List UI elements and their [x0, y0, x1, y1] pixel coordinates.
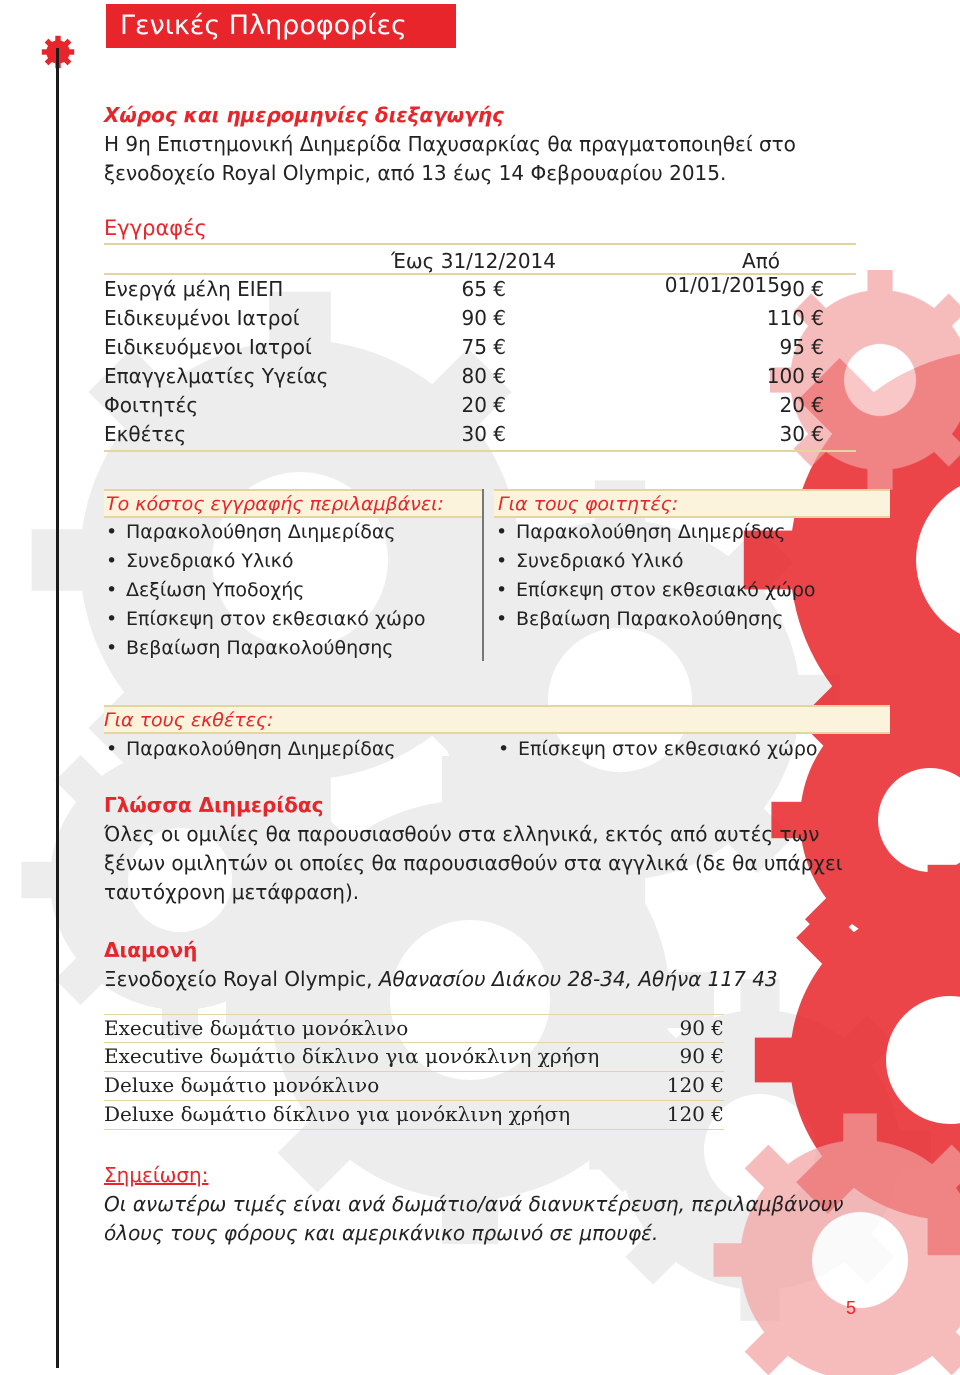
room-price: 90 €: [679, 1044, 724, 1068]
fees-row: [104, 275, 856, 304]
includes-general: [104, 489, 482, 663]
fees-early: 65 €: [461, 277, 506, 301]
fees-col-late: Από 01/01/2015: [664, 249, 780, 297]
bullet: •: [106, 637, 118, 659]
fees-table: [104, 243, 856, 452]
venue-line: Η 9η Επιστημονική Διημερίδα Παχυσαρκίας θα πραγματοποιηθεί στο: [104, 132, 796, 156]
bullet: •: [106, 521, 118, 543]
room-label: Deluxe δωμάτιο μονόκλινο: [104, 1073, 380, 1097]
room-label: Executive δωμάτιο μονόκλινο: [104, 1016, 409, 1040]
bullet: •: [106, 550, 118, 572]
fees-label: Εκθέτες: [104, 422, 187, 446]
fees-early: 30 €: [461, 422, 506, 446]
room-price: 90 €: [679, 1016, 724, 1040]
language-section: [104, 790, 864, 907]
fees-col-early: Έως 31/12/2014: [390, 249, 556, 273]
bullet: •: [496, 521, 508, 543]
language-line: Όλες οι ομιλίες θα παρουσιασθούν στα ελληνικά, εκτός από αυτές των: [104, 822, 820, 846]
fees-late: 95 €: [779, 335, 824, 359]
venue-section: [104, 100, 864, 188]
room-row: [104, 1101, 724, 1130]
fees-early: 20 €: [461, 393, 506, 417]
fees-row: [104, 391, 856, 420]
bullet: •: [106, 608, 118, 630]
list-item-text: Επίσκεψη στον εκθεσιακό χώρο: [126, 608, 426, 630]
fees-row: [104, 362, 856, 391]
bullet: •: [498, 738, 510, 760]
fees-row: [104, 420, 856, 452]
includes-students-heading: Για τους φοιτητές:: [494, 489, 890, 518]
list-item: [494, 518, 890, 547]
fees-early: 80 €: [461, 364, 506, 388]
room-label: Executive δωμάτιο δίκλινο για μονόκλινη χρήση: [104, 1044, 600, 1068]
fees-label: Φοιτητές: [104, 393, 199, 417]
column-divider: [482, 489, 484, 661]
list-item-text: Επίσκεψη στον εκθεσιακό χώρο: [518, 738, 818, 760]
registration-heading: Εγγραφές: [104, 216, 207, 240]
fees-row: [104, 333, 856, 362]
list-item: [494, 547, 890, 576]
fees-label: Επαγγελματίες Υγείας: [104, 364, 329, 388]
fees-early: 75 €: [461, 335, 506, 359]
fees-early: 90 €: [461, 306, 506, 330]
list-item: [104, 518, 482, 547]
includes-general-heading: Το κόστος εγγραφής περιλαμβάνει:: [104, 489, 482, 518]
hotel-line: [104, 965, 864, 994]
list-item: [494, 576, 890, 605]
list-item: [104, 735, 396, 764]
margin-rule: [56, 48, 59, 1368]
hotel-address: Αθανασίου Διάκου 28-34, Αθήνα 117 43: [378, 967, 778, 991]
fees-late: 100 €: [766, 364, 824, 388]
room-price: 120 €: [666, 1102, 724, 1126]
list-item-text: Επίσκεψη στον εκθεσιακό χώρο: [516, 579, 816, 601]
rooms-table: [104, 1014, 724, 1130]
note-line: όλους τους φόρους και αμερικάνικο πρωινό σε μπουφέ.: [104, 1221, 659, 1245]
bullet: •: [496, 550, 508, 572]
room-price: 120 €: [666, 1073, 724, 1097]
bullet: •: [106, 579, 118, 601]
fees-late: 110 €: [766, 306, 824, 330]
language-heading: Γλώσσα Διημερίδας: [104, 793, 324, 817]
list-item: [104, 634, 482, 663]
exhibitors-items: [104, 734, 890, 764]
list-item: [494, 605, 890, 634]
room-row: [104, 1072, 724, 1101]
accommodation-heading: Διαμονή: [104, 938, 198, 962]
fees-late: 30 €: [779, 422, 824, 446]
room-row: [104, 1043, 724, 1072]
room-row: [104, 1014, 724, 1043]
page-number: 5: [846, 1298, 857, 1318]
note-line: Οι ανωτέρω τιμές είναι ανά δωμάτιο/ανά διανυκτέρευση, περιλαμβάνουν: [104, 1192, 844, 1216]
list-item-text: Παρακολούθηση Διημερίδας: [126, 738, 396, 760]
list-item-text: Βεβαίωση Παρακολούθησης: [126, 637, 394, 659]
exhibitors-heading: Για τους εκθέτες:: [104, 705, 890, 734]
exhibitors-section: [104, 705, 890, 764]
fees-label: Ενεργά μέλη ΕΙΕΠ: [104, 277, 284, 301]
bullet: •: [106, 738, 118, 760]
list-item: [104, 576, 482, 605]
includes-students: [494, 489, 890, 634]
language-line: ταυτόχρονη μετάφραση).: [104, 880, 360, 904]
fees-late: 90 €: [779, 277, 824, 301]
venue-heading: Χώρος και ημερομηνίες διεξαγωγής: [104, 103, 504, 127]
includes-section: [104, 489, 890, 664]
list-item-text: Συνεδριακό Υλικό: [516, 550, 684, 572]
room-label: Deluxe δωμάτιο δίκλινο για μονόκλινη χρήση: [104, 1102, 571, 1126]
list-item-text: Βεβαίωση Παρακολούθησης: [516, 608, 784, 630]
fees-row: [104, 304, 856, 333]
list-item-text: Παρακολούθηση Διημερίδας: [516, 521, 786, 543]
venue-line: ξενοδοχείο Royal Olympic, από 13 έως 14 Φεβρουαρίου 2015.: [104, 161, 727, 185]
list-item: [104, 605, 482, 634]
accommodation-section: [104, 935, 864, 994]
page-title: Γενικές Πληροφορίες: [106, 4, 456, 48]
fees-label: Ειδικευμένοι Ιατροί: [104, 306, 300, 330]
note-section: [104, 1160, 864, 1248]
fees-late: 20 €: [779, 393, 824, 417]
list-item-text: Δεξίωση Υποδοχής: [126, 579, 305, 601]
note-heading: Σημείωση:: [104, 1163, 209, 1187]
bullet: •: [496, 608, 508, 630]
list-item-text: Παρακολούθηση Διημερίδας: [126, 521, 396, 543]
language-line: ξένων ομιλητών οι οποίες θα παρουσιασθούν στα αγγλικά (δε θα υπάρχει: [104, 851, 843, 875]
bullet: •: [496, 579, 508, 601]
list-item: [104, 547, 482, 576]
registration-heading-wrap: [104, 216, 207, 240]
list-item-text: Συνεδριακό Υλικό: [126, 550, 294, 572]
hotel-name: Ξενοδοχείο Royal Olympic,: [104, 967, 373, 991]
list-item: [496, 735, 818, 764]
fees-label: Ειδικευόμενοι Ιατροί: [104, 335, 312, 359]
